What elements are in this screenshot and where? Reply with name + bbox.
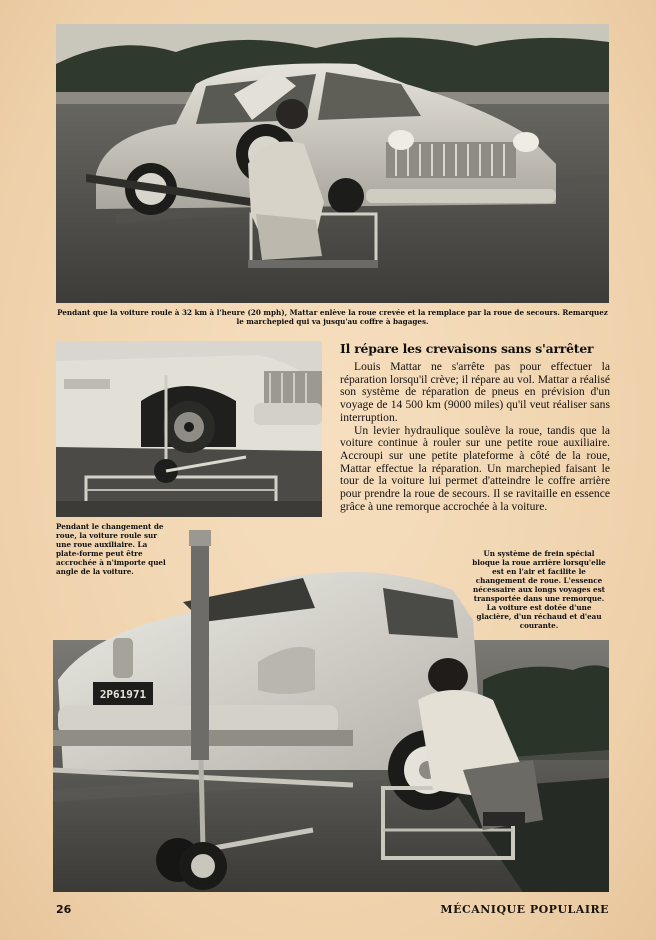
caption-right: Un système de frein spécial bloque la roue arrière lorsqu'elle est en l'air et facilite le changement de roue. L'essence nécessaire aux longs voyages est transportée dans une remorque. La voiture est dotée d'une glacière, d'un réchaud et d'eau courante. bbox=[472, 549, 606, 630]
article-paragraph-1: Louis Mattar ne s'arrête pas pour effectuer la réparation lorsqu'il crève; il répare au vol. Mattar a réalisé son système de réparation de pneus en prévision d'un voyage de 14 500 km (9000 miles) qu'il veut réaliser sans interruption. bbox=[340, 360, 610, 424]
license-plate: 2P61971 bbox=[99, 688, 147, 701]
page-number: 26 bbox=[56, 903, 72, 916]
article-body bbox=[340, 361, 610, 513]
photo-side-wheel-platform bbox=[56, 341, 322, 517]
article-headline: Il répare les crevaisons sans s'arrêter bbox=[340, 341, 594, 356]
photo-car-front-repair bbox=[56, 24, 609, 303]
caption-top: Pendant que la voiture roule à 32 km à l'heure (20 mph), Mattar enlève la roue crevée et la remplace par la roue de secours. Remarquez le marchepied qui va jusqu'au coffre à bagages. bbox=[57, 308, 608, 326]
article-paragraph-2: Un levier hydraulique soulève la roue, tandis que la voiture continue à rouler sur une petite roue auxiliaire. Accroupi sur une petite plateforme à côté de la roue, Mattar effectue la réparation. Un marchepied faisant le tour de la voiture lui permet d'atteindre le coffre arrière pour prendre la roue de secours. Il se ravitaille en essence grâce à une remorque accrochée à la voiture. bbox=[340, 423, 610, 513]
magazine-name: MÉCANIQUE POPULAIRE bbox=[440, 903, 609, 916]
caption-left: Pendant le changement de roue, la voiture roule sur une roue auxiliaire. La plate-forme peut être accrochée à n'importe quel angle de la voiture. bbox=[56, 522, 166, 576]
